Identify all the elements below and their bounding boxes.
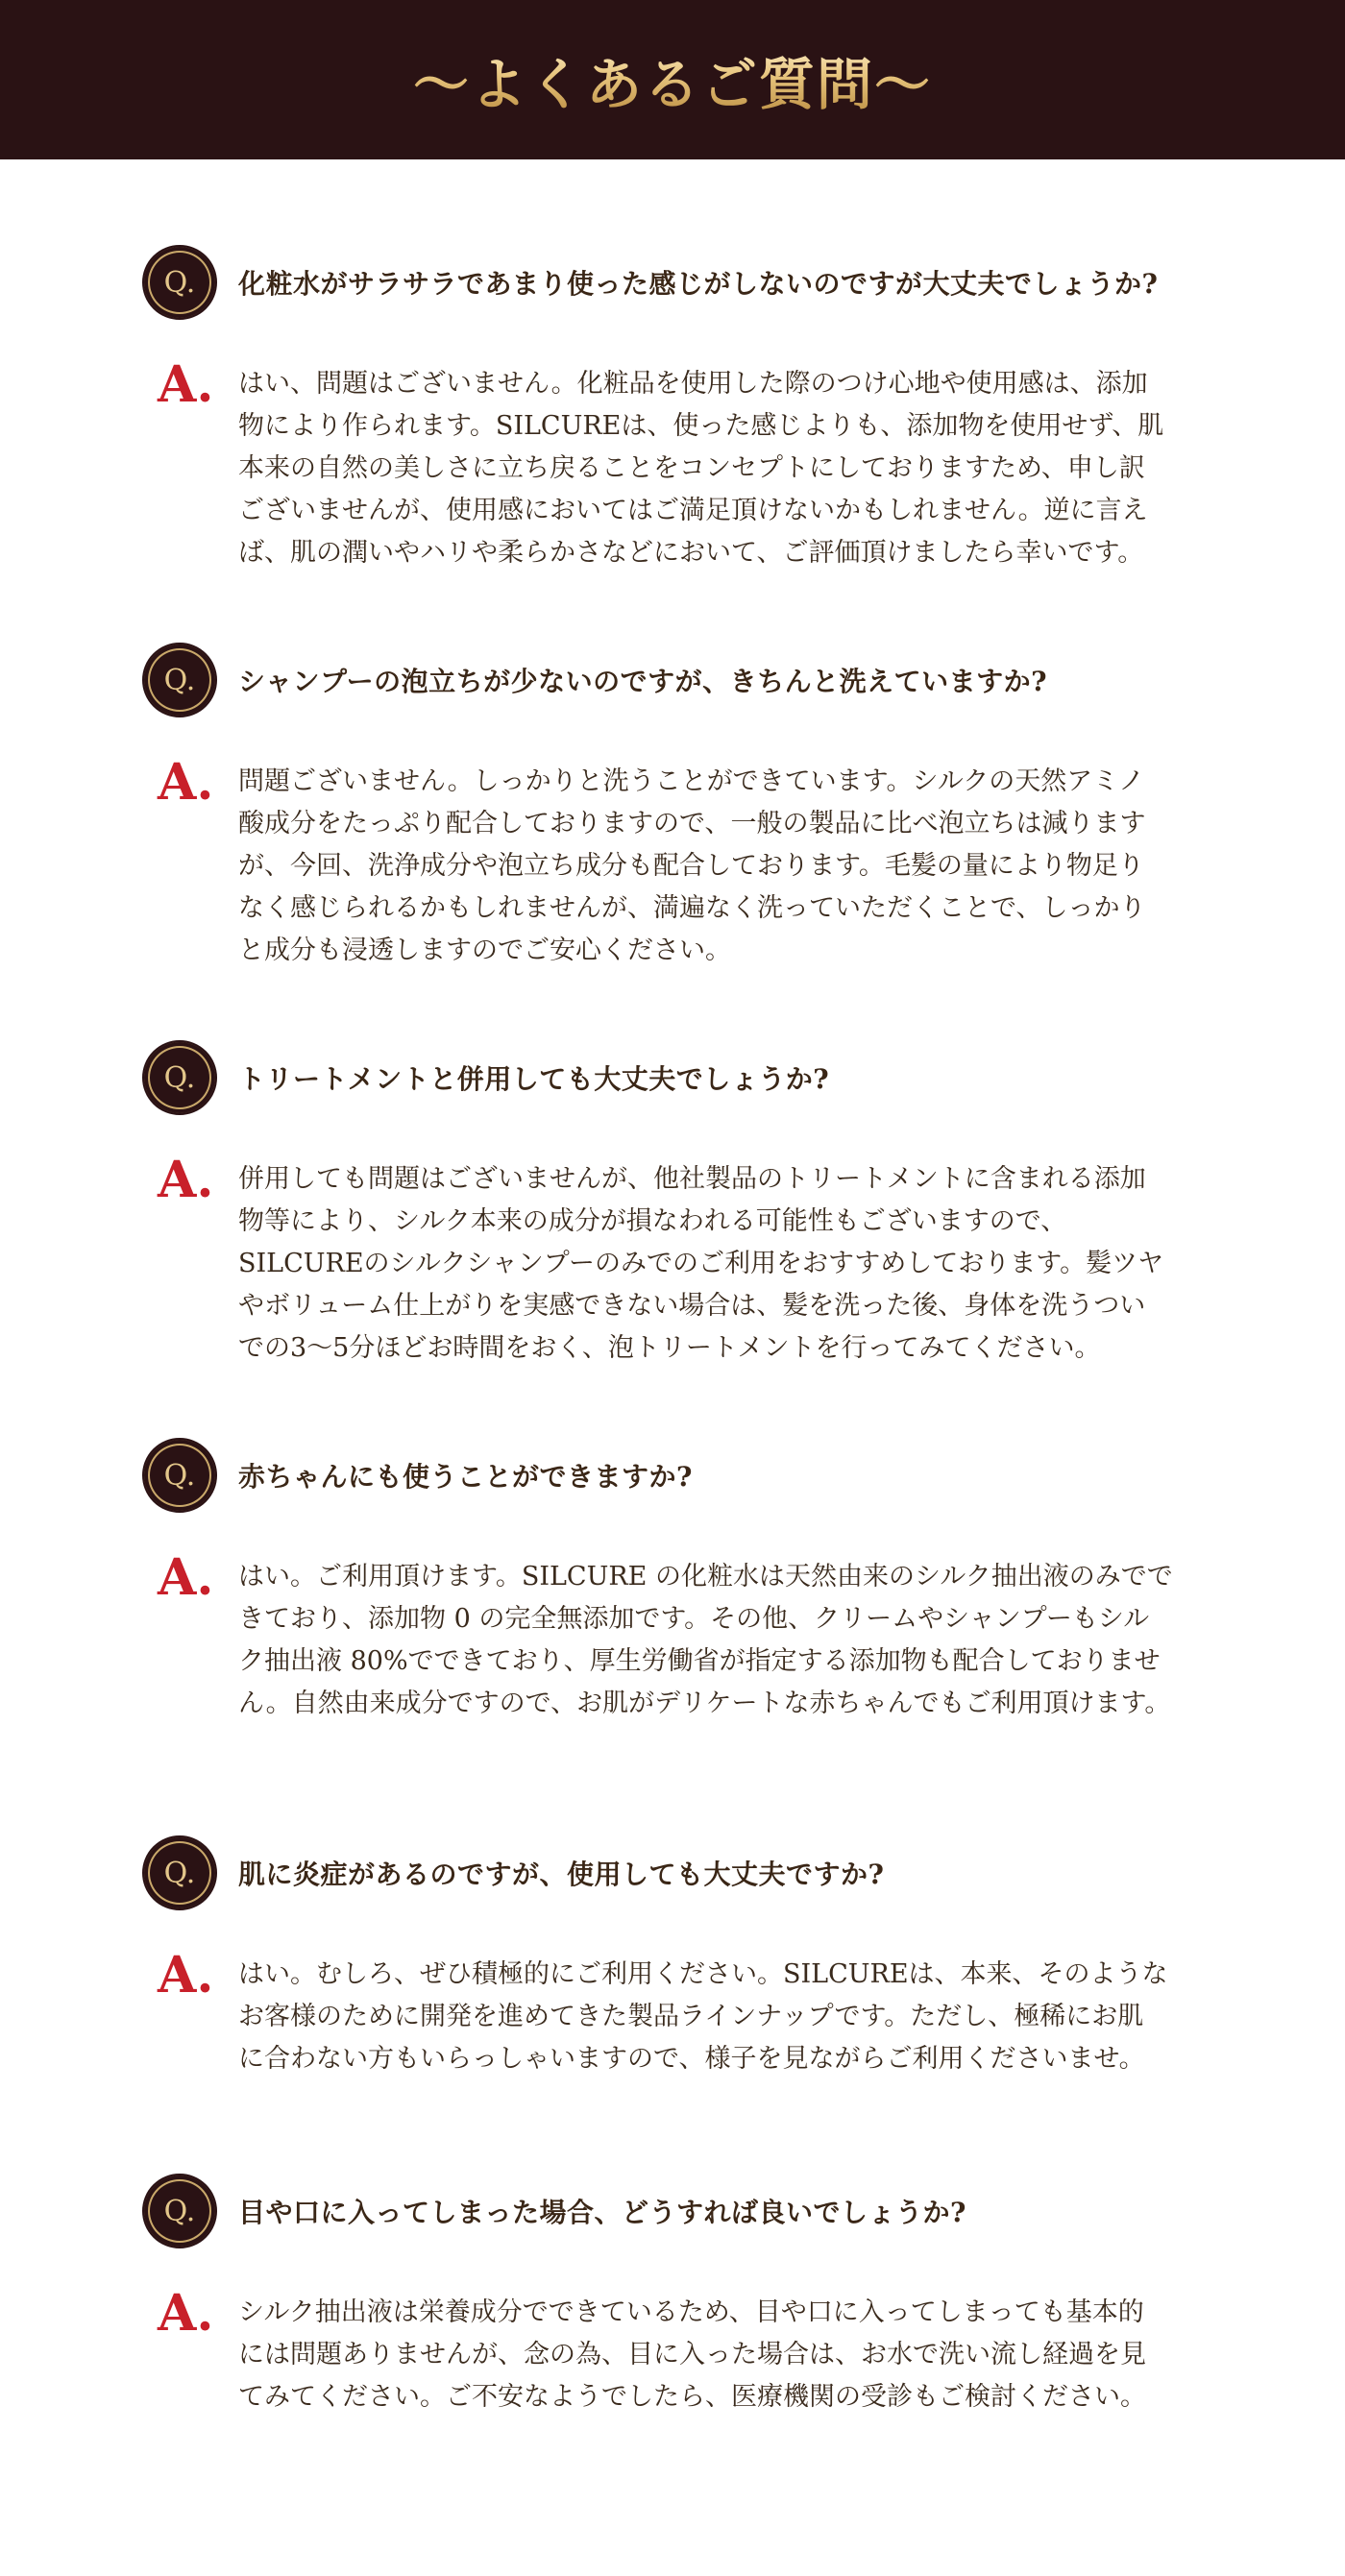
question-row <box>142 1039 1257 1116</box>
q-badge-icon <box>142 245 217 320</box>
answer-text: はい、問題はございません。化粧品を使用した際のつけ心地や使用感は、添加 物により作られます。SILCUREは、使った感じよりも、添加物を使用せず、肌 本来の自然の美しさに立ち戻ることをコンセプトにしておりますため、申し訳 ございませんが、使用感においてはご満足頂けないかもしれません。逆に言え ば、肌の潤いやハリや柔らかさなどにおいて、ご評価頂けましたら幸いです。 <box>238 369 1164 568</box>
question-row <box>142 1437 1257 1514</box>
question-row <box>142 2173 1257 2249</box>
question-row <box>142 244 1257 321</box>
a-label: A. <box>158 1946 214 2005</box>
q-label: Q. <box>163 265 196 300</box>
q-badge-icon <box>142 2174 217 2248</box>
q-label: Q. <box>163 2194 196 2228</box>
question-text: シャンプーの泡立ちが少ないのですが、きちんと洗えていますか? <box>238 666 1048 697</box>
answer-text: シルク抽出液は栄養成分でできているため、目や口に入ってしまっても基本的 には問題ありませんが、念の為、目に入った場合は、お水で洗い流し経過を見 てみてください。ご不安なようでしたら、医療機関の受診もご検討ください。 <box>238 2297 1146 2412</box>
q-label: Q. <box>163 1458 196 1493</box>
page-header <box>0 0 1345 159</box>
question-text: 目や口に入ってしまった場合、どうすれば良いでしょうか? <box>238 2197 966 2228</box>
q-label: Q. <box>163 1856 196 1890</box>
q-label: Q. <box>163 663 196 697</box>
question-text: トリートメントと併用しても大丈夫でしょうか? <box>238 1063 830 1095</box>
q-badge-icon <box>142 643 217 717</box>
question-row <box>142 1835 1257 1911</box>
answer-text: 併用しても問題はございませんが、他社製品のトリートメントに含まれる添加 物等により、シルク本来の成分が損なわれる可能性もございますので、 SILCUREのシルクシャンプーのみでのご利用をおすすめしております。髪ツヤ やボリューム仕上がりを実感できない場合は、髪を洗った後、身体を洗うつい での3〜5分ほどお時間をおく、泡トリートメントを行ってみてください。 <box>238 1164 1164 1363</box>
a-label: A. <box>158 753 214 812</box>
answer-text: はい。むしろ、ぜひ積極的にご利用ください。SILCUREは、本来、そのような お客様のために開発を進めてきた製品ラインナップです。ただし、極稀にお肌 に合わない方もいらっしゃいますので、様子を見ながらご利用くださいませ。 <box>238 1959 1168 2074</box>
page-title: 〜よくあるご質問〜 <box>413 39 932 120</box>
a-label: A. <box>158 355 214 414</box>
a-label: A. <box>158 2284 214 2343</box>
q-badge-icon <box>142 1438 217 1513</box>
question-text: 赤ちゃんにも使うことができますか? <box>238 1461 693 1493</box>
question-text: 肌に炎症があるのですが、使用しても大丈夫ですか? <box>238 1859 885 1890</box>
answer-text: はい。ご利用頂けます。SILCURE の化粧水は天然由来のシルク抽出液のみでで きており、添加物 0 の完全無添加です。その他、クリームやシャンプーもシル ク抽出液 80%でできており、厚生労働省が指定する添加物も配合しておりませ ん。自然由来成分ですので、お肌がデリケートな赤ちゃんでもご利用頂けます。 <box>238 1562 1173 1718</box>
question-text: 化粧水がサラサラであまり使った感じがしないのですが大丈夫でしょうか? <box>238 268 1159 300</box>
a-label: A. <box>158 1151 214 1209</box>
q-badge-icon <box>142 1040 217 1115</box>
answer-text: 問題ございません。しっかりと洗うことができています。シルクの天然アミノ 酸成分をたっぷり配合しておりますので、一般の製品に比べ泡立ちは減ります が、今回、洗浄成分や泡立ち成分も配合しております。毛髪の量により物足り なく感じられるかもしれませんが、満遍なく洗っていただくことで、しっかり と成分も浸透しますのでご安心ください。 <box>238 766 1146 965</box>
a-label: A. <box>158 1548 214 1607</box>
question-row <box>142 642 1257 718</box>
q-label: Q. <box>163 1060 196 1095</box>
q-badge-icon <box>142 1835 217 1910</box>
